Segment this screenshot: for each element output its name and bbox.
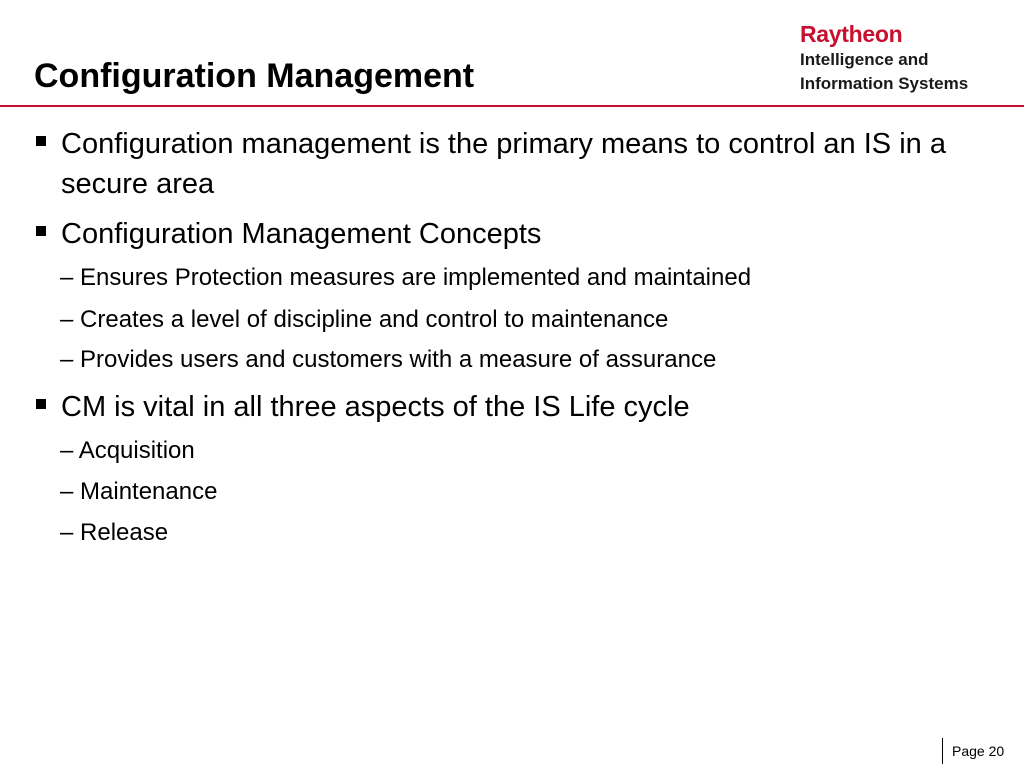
bullet-item <box>36 214 966 254</box>
logo-division-line-2: Information Systems <box>800 74 969 93</box>
logo-division-line-1: Intelligence and <box>800 50 929 69</box>
square-bullet-icon <box>36 226 46 236</box>
sub-bullet-item: – Release <box>60 519 169 546</box>
slide-title: Configuration Management <box>34 57 475 95</box>
sub-bullet-item: – Acquisition <box>60 437 195 464</box>
footer-divider <box>942 738 943 764</box>
sub-bullet-item: – Creates a level of discipline and control to maintenance <box>60 306 669 333</box>
sub-bullet-item: – Provides users and customers with a measure of assurance <box>60 346 717 373</box>
bullet-item <box>36 387 966 427</box>
sub-bullet-item: – Maintenance <box>60 478 218 505</box>
bullet-text: Configuration management is the primary means to control an IS in a secure area <box>61 128 946 200</box>
sub-bullet-item: – Ensures Protection measures are implemented and maintained <box>60 264 752 291</box>
bullet-item <box>36 124 966 204</box>
square-bullet-icon <box>36 399 46 409</box>
logo-brand-text: Raytheon <box>800 21 903 47</box>
bullet-text: CM is vital in all three aspects of the IS Life cycle <box>61 391 690 423</box>
page-number: Page 20 <box>952 743 1005 759</box>
square-bullet-icon <box>36 136 46 146</box>
bullet-text: Configuration Management Concepts <box>61 218 542 250</box>
